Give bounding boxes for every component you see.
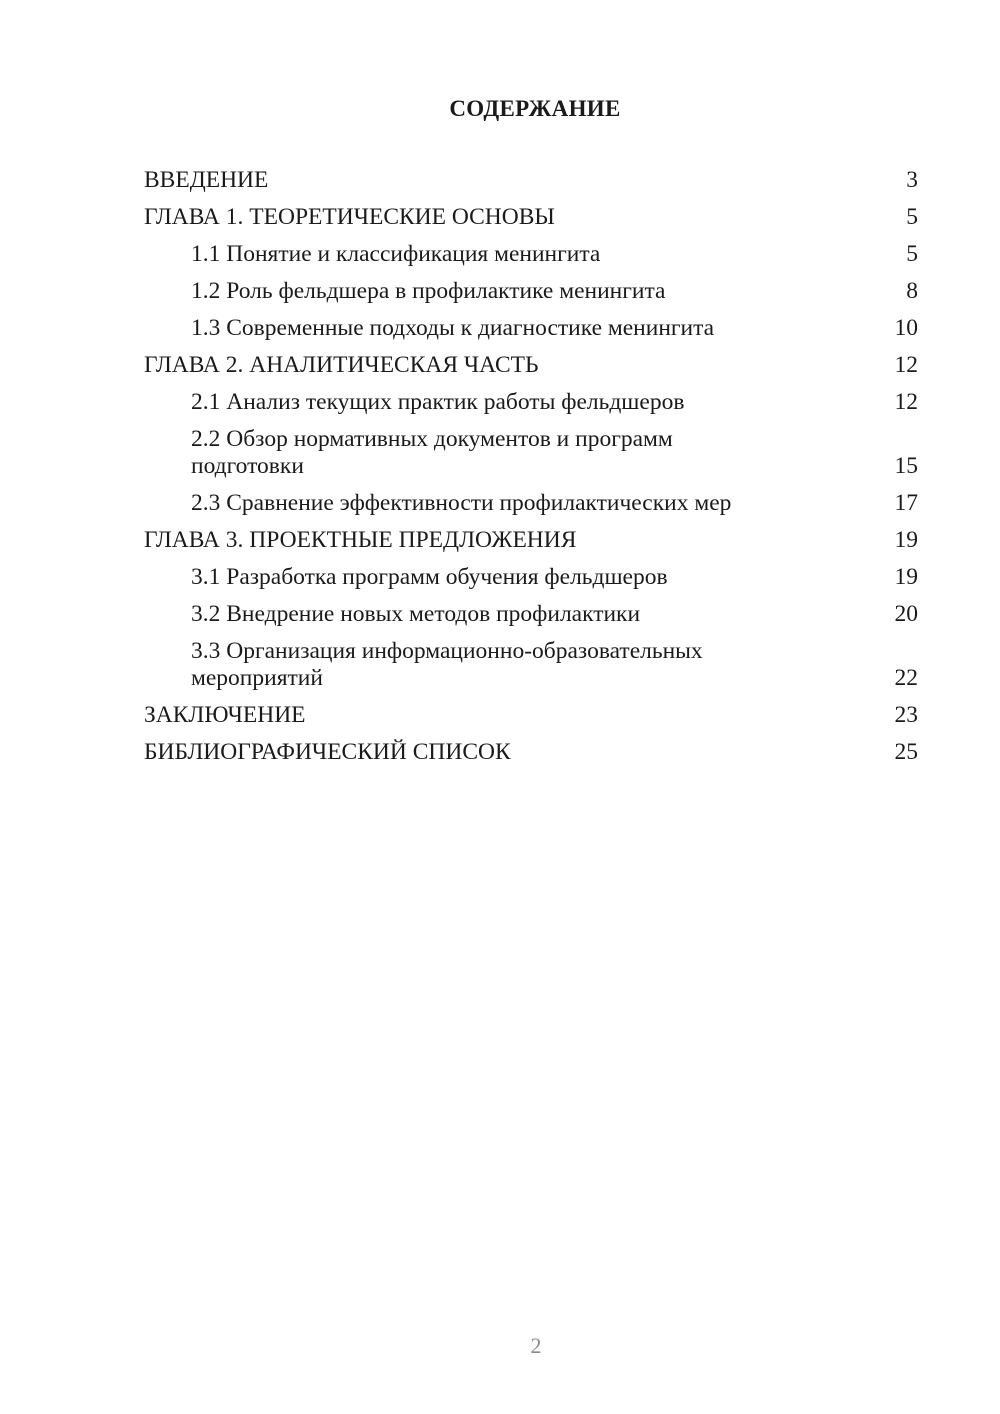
toc-entry-section-2-1[interactable] [144,389,918,416]
toc-entry-page: 19 [894,527,918,553]
toc-entry-label: 1.2 Роль фельдшера в профилактике менингита [191,278,666,304]
toc-entry-label: ВВЕДЕНИЕ [144,167,269,193]
toc-entry-section-1-2[interactable] [144,278,918,305]
toc-heading: СОДЕРЖАНИЕ [449,96,621,121]
toc-entry-section-2-2[interactable] [144,426,918,480]
toc-entry-bibliography[interactable] [144,739,918,766]
toc-entry-label: 2.2 Обзор нормативных документов и программ подготовки [191,426,673,479]
toc-entry-label: 2.3 Сравнение эффективности профилактических мер [191,490,732,516]
toc-entry-section-1-1[interactable] [144,241,918,268]
toc-entry-label: 2.1 Анализ текущих практик работы фельдшеров [191,389,685,415]
toc-entry-label: 3.1 Разработка программ обучения фельдшеров [191,564,668,590]
toc-entry-section-3-1[interactable] [144,564,918,591]
toc-entry-label: 1.3 Современные подходы к диагностике менингита [191,315,715,341]
toc-entry-page: 12 [894,389,918,415]
toc-entry-page: 17 [894,490,918,516]
toc-entry-section-1-3[interactable] [144,315,918,342]
toc-entry-label: ГЛАВА 1. ТЕОРЕТИЧЕСКИЕ ОСНОВЫ [144,204,555,230]
toc-entry-section-2-3[interactable] [144,490,918,517]
toc-entry-page: 8 [906,278,918,304]
toc-entry-page: 22 [894,665,918,691]
toc-entry-page: 12 [894,352,918,378]
toc-entry-chapter-3[interactable] [144,527,918,554]
toc-entry-label: ЗАКЛЮЧЕНИЕ [144,702,306,728]
toc-entry-label: ГЛАВА 2. АНАЛИТИЧЕСКАЯ ЧАСТЬ [144,352,539,378]
toc-entry-chapter-1[interactable] [144,204,918,231]
toc-entry-page: 23 [894,702,918,728]
toc-entry-conclusion[interactable] [144,702,918,729]
toc-entry-page: 19 [894,564,918,590]
toc-entry-label: 3.3 Организация информационно-образовательных мероприятий [191,638,703,691]
toc-entry-introduction[interactable] [144,167,918,194]
toc-entry-label: ГЛАВА 3. ПРОЕКТНЫЕ ПРЕДЛОЖЕНИЯ [144,527,577,553]
toc-entry-page: 15 [894,453,918,479]
page-number: 2 [530,1333,542,1358]
toc-entry-page: 3 [906,167,918,193]
toc-entry-label: 1.1 Понятие и классификация менингита [191,241,601,267]
toc-entry-page: 10 [894,315,918,341]
toc-entry-page: 25 [894,739,918,765]
toc-entry-page: 5 [906,241,918,267]
toc-entry-chapter-2[interactable] [144,352,918,379]
toc-entry-page: 5 [906,204,918,230]
toc-entry-label: 3.2 Внедрение новых методов профилактики [191,601,641,627]
table-of-contents [144,167,918,776]
toc-entry-section-3-3[interactable] [144,638,918,692]
toc-entry-section-3-2[interactable] [144,601,918,628]
toc-entry-label: БИБЛИОГРАФИЧЕСКИЙ СПИСОК [144,739,511,765]
toc-entry-page: 20 [894,601,918,627]
